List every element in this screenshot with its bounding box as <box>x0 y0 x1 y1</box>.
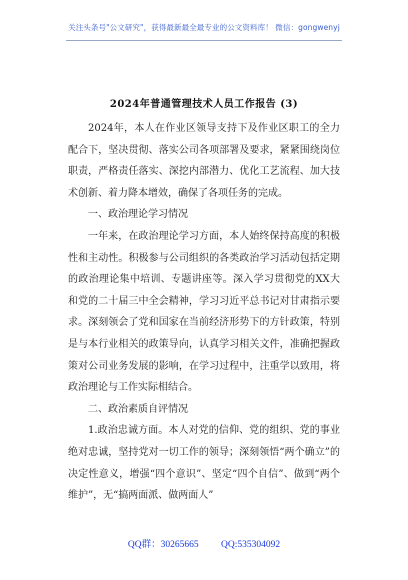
section-heading-2: 二、政治素质自评情况 <box>88 403 188 415</box>
paragraph-political-study: 一年来，在政治理论学习方面，本人始终保持高度的积极性和主动性。积极参与公司组织的各类政治学习活动包括定期的政治理论集中培训、专题讲座等。深入学习贯彻党的XX大和党的二十届三中全会精神，学习习近平总书记对甘肃指示要求。深刻领会了党和国家在当前经济形势下的方针政策，特别是与本行业相关的政策导向，认真学习相关文件，准确把握政策对公司业务发展的影响，在学习过程中，注重学以致用，将政治理论与工作实际相结合。 <box>68 230 340 394</box>
document-title: 2024年普通管理技术人员工作报告 (3) <box>109 99 299 110</box>
footer-contact <box>0 536 408 550</box>
header-banner: 关注头条号"公文研究"，获得最新最全最专业的公文资料库！ 微信：gongwenyj <box>68 23 340 32</box>
header-divider <box>66 40 342 41</box>
document-body <box>68 118 340 507</box>
section-heading-1: 一、政治理论学习情况 <box>88 209 188 221</box>
paragraph-intro: 2024年，本人在作业区领导支持下及作业区职工的全力配合下，坚决贯彻、落实公司各项部署及要求，紧紧围绕岗位职责，严格责任落实、深挖内部潜力、优化工艺流程、加大技术创新、着力降本增效，确保了各项任务的完成。 <box>68 123 340 199</box>
paragraph-political-loyalty: 1.政治忠诚方面。本人对党的信仰、党的组织、党的事业绝对忠诚，坚持党对一切工作的领导；深刻领悟“两个确立”的决定性意义，增强“四个意识”、坚定“四个自信”、做到“两个维护”，无“搞两面派、做两面人” <box>68 425 340 502</box>
footer-qq-group: QQ群：30265665 <box>127 540 199 550</box>
footer-qq: QQ:535304092 <box>220 540 281 550</box>
